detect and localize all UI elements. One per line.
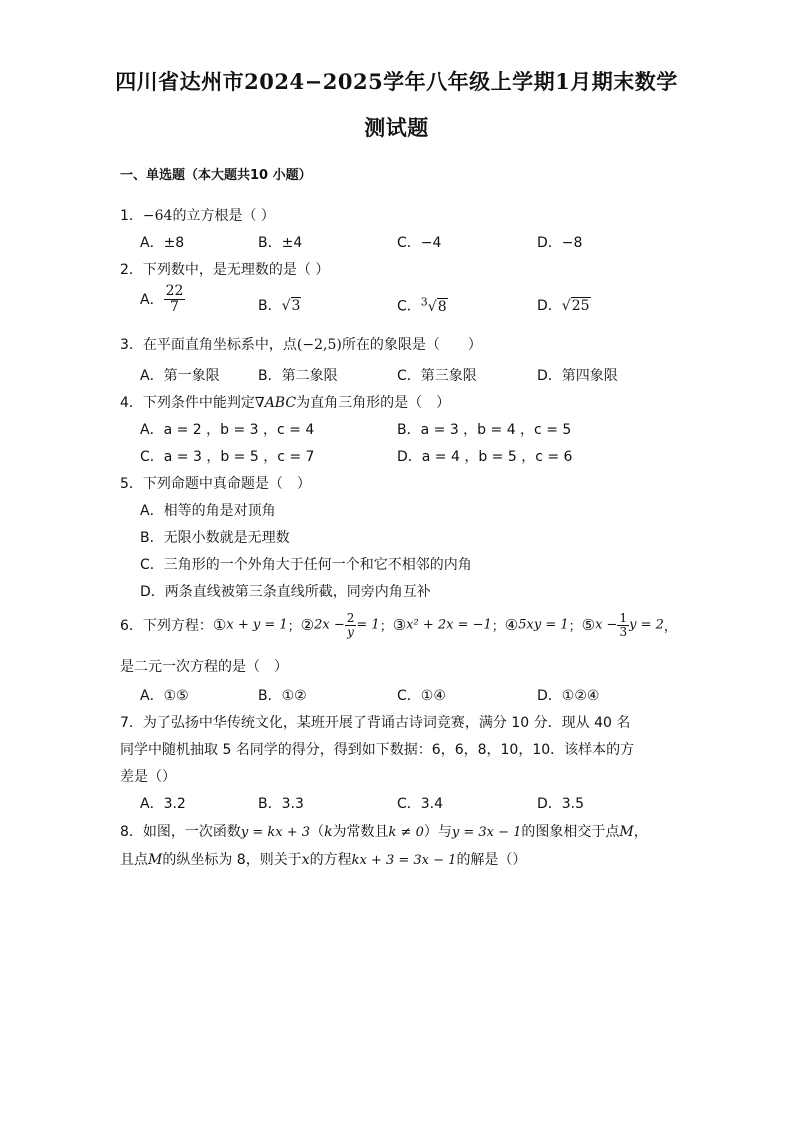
q6-eq-2-den: y xyxy=(347,624,354,639)
q8-p1: 8．如图，一次函数 xyxy=(120,824,241,840)
q6-option-c: C．①④ xyxy=(397,688,446,704)
q6-circle-2: ② xyxy=(300,616,315,635)
q8-l2-point-m: M xyxy=(148,852,163,868)
q4-prefix: 4．下列条件中能判定 xyxy=(120,395,255,411)
question-3-stem xyxy=(120,334,482,354)
q3-prefix: 3．在平面直角坐标系中，点 xyxy=(120,337,297,353)
q1-math: −64 xyxy=(142,208,173,224)
q8-func-2: y = 3x − 1 xyxy=(451,825,522,840)
q6-option-b: B．①② xyxy=(258,688,307,704)
question-7-line3: 差是（） xyxy=(120,769,176,785)
q8-l2-x: x xyxy=(301,852,310,868)
q2-c-cbrt: $^3$√8 xyxy=(420,295,447,315)
q8-p2: （ xyxy=(310,824,325,840)
q6-eq-2-pre: 2x − xyxy=(314,617,345,633)
q4-triangle: ∇ABC xyxy=(254,395,297,411)
q3-point: (−2,5) xyxy=(296,337,342,353)
q8-k: k xyxy=(324,824,333,840)
q7-option-c: C．3.4 xyxy=(397,796,444,812)
q2-c-label: C． xyxy=(397,298,421,315)
q6-eq-4: 5xy = 1 xyxy=(518,617,569,633)
q4-option-c: C．a = 3 ，b = 5 ，c = 7 xyxy=(140,449,315,465)
q6-option-a: A．①⑤ xyxy=(140,688,189,704)
q3-option-c: C．第三象限 xyxy=(397,368,477,384)
question-4-stem xyxy=(120,392,450,412)
q2-option-a xyxy=(140,284,185,314)
q2-d-label: D． xyxy=(537,298,562,314)
q4-option-d: D．a = 4 ，b = 5 ，c = 6 xyxy=(397,449,573,465)
q4-option-a: A．a = 2 ，b = 3 ，c = 4 xyxy=(140,422,315,438)
q2-option-c xyxy=(397,295,448,316)
q1-option-b: B．±4 xyxy=(258,235,303,251)
question-7-line1: 7．为了弘扬中华传统文化，某班开展了背诵古诗词竞赛，满分 10 分．现从 40 名 xyxy=(120,715,631,731)
q2-option-d xyxy=(537,295,591,315)
q6-eq-2-fraction xyxy=(345,612,357,638)
q6-sep-3: ； xyxy=(491,619,505,635)
q6-eq-2-num: 2 xyxy=(346,611,355,625)
q6-prefix: 6．下列方程： xyxy=(120,618,213,635)
q2-c-radicand: 8 xyxy=(437,298,447,315)
q5-option-d: D．两条直线被第三条直线所截，同旁内角互补 xyxy=(140,584,431,600)
question-8-line1 xyxy=(120,821,648,841)
q8-point-m: M xyxy=(619,824,634,840)
q5-option-b: B．无限小数就是无理数 xyxy=(140,530,290,546)
question-6-line2: 是二元一次方程的是（ ） xyxy=(120,659,288,675)
q4-suffix: 为直角三角形的是（ ） xyxy=(296,395,451,411)
q6-eq-5-num: 1 xyxy=(619,611,628,625)
question-2-stem: 2．下列数中，是无理数的是（ ） xyxy=(120,262,330,278)
q8-l2-equation: kx + 3 = 3x − 1 xyxy=(351,853,457,868)
q2-a-label: A． xyxy=(140,292,164,309)
q2-b-sqrt: √3 xyxy=(281,298,301,314)
q6-eq-3: x² + 2x = −1 xyxy=(406,617,492,633)
q1-prefix: 1． xyxy=(120,208,143,224)
question-1-stem xyxy=(120,205,275,225)
q6-circle-3: ③ xyxy=(392,616,407,635)
q5-option-c: C．三角形的一个外角大于任何一个和它不相邻的内角 xyxy=(140,557,472,573)
q6-eq-5-den: 3 xyxy=(619,624,628,639)
section-heading: 一、单选题（本大题共10 小题） xyxy=(120,168,312,183)
question-7-line2: 同学中随机抽取 5 名同学的得分，得到如下数据：6，6，8，10，10．该样本的方 xyxy=(120,742,635,758)
q2-a-denominator: 7 xyxy=(170,298,179,315)
q8-k-neq: k ≠ 0 xyxy=(388,825,424,840)
question-8-line2 xyxy=(120,849,526,869)
q8-l2-p2: 的纵坐标为 8，则关于 xyxy=(162,852,302,868)
q8-l2-p4: 的解是（） xyxy=(456,852,527,868)
q2-c-index: 3 xyxy=(420,295,428,308)
q6-eq-5-pre: x − xyxy=(595,617,618,633)
q6-end: ， xyxy=(663,619,677,635)
q5-option-a: A．相等的角是对顶角 xyxy=(140,503,276,519)
q1-option-a: A．±8 xyxy=(140,235,185,251)
q2-option-b xyxy=(258,295,301,315)
q3-suffix: 所在的象限是（ ） xyxy=(341,337,482,353)
q3-option-d: D．第四象限 xyxy=(537,368,618,384)
q7-option-d: D．3.5 xyxy=(537,796,585,812)
q8-func-1: y = kx + 3 xyxy=(240,825,311,840)
q8-p4: ）与 xyxy=(423,824,452,840)
q2-a-numerator: 22 xyxy=(165,283,184,299)
q6-circle-5: ⑤ xyxy=(581,616,596,635)
q8-p6: ， xyxy=(633,824,648,840)
q6-sep-1: ； xyxy=(287,619,301,635)
q2-d-sqrt: √25 xyxy=(561,298,590,314)
q6-sep-2: ； xyxy=(379,619,393,635)
q6-eq-5-post: y = 2 xyxy=(629,617,664,633)
q1-option-c: C．−4 xyxy=(397,235,442,251)
page-title-line2: 测试题 xyxy=(364,115,429,140)
q1-suffix: 的立方根是（ ） xyxy=(172,208,275,224)
question-5-stem: 5．下列命题中真命题是（ ） xyxy=(120,476,311,492)
q3-option-a: A．第一象限 xyxy=(140,368,220,384)
q3-option-b: B．第二象限 xyxy=(258,368,338,384)
question-6-stem xyxy=(120,612,677,638)
q7-option-a: A．3.2 xyxy=(140,796,186,812)
q8-l2-p3: 的方程 xyxy=(309,852,352,868)
q2-b-label: B． xyxy=(258,298,282,314)
page-title-line1: 四川省达州市2024−2025学年八年级上学期1月期末数学 xyxy=(115,69,678,94)
q2-b-radicand: 3 xyxy=(291,298,301,314)
q6-eq-2-post: = 1 xyxy=(356,617,380,633)
q2-a-fraction xyxy=(164,284,186,314)
q6-circle-1: ① xyxy=(212,616,227,635)
q6-sep-4: ； xyxy=(568,619,582,635)
q1-option-d: D．−8 xyxy=(537,235,583,251)
q2-d-radicand: 25 xyxy=(571,298,590,314)
q4-option-b: B．a = 3 ，b = 4 ，c = 5 xyxy=(397,422,572,438)
q6-circle-4: ④ xyxy=(504,616,519,635)
q6-eq-1: x + y = 1 xyxy=(226,617,288,633)
q6-option-d: D．①②④ xyxy=(537,688,600,704)
q7-option-b: B．3.3 xyxy=(258,796,304,812)
q6-eq-5-fraction xyxy=(617,612,629,638)
q8-p5: 的图象相交于点 xyxy=(521,824,620,840)
q8-p3: 为常数且 xyxy=(332,824,389,840)
q8-l2-p1: 且点 xyxy=(120,852,148,868)
